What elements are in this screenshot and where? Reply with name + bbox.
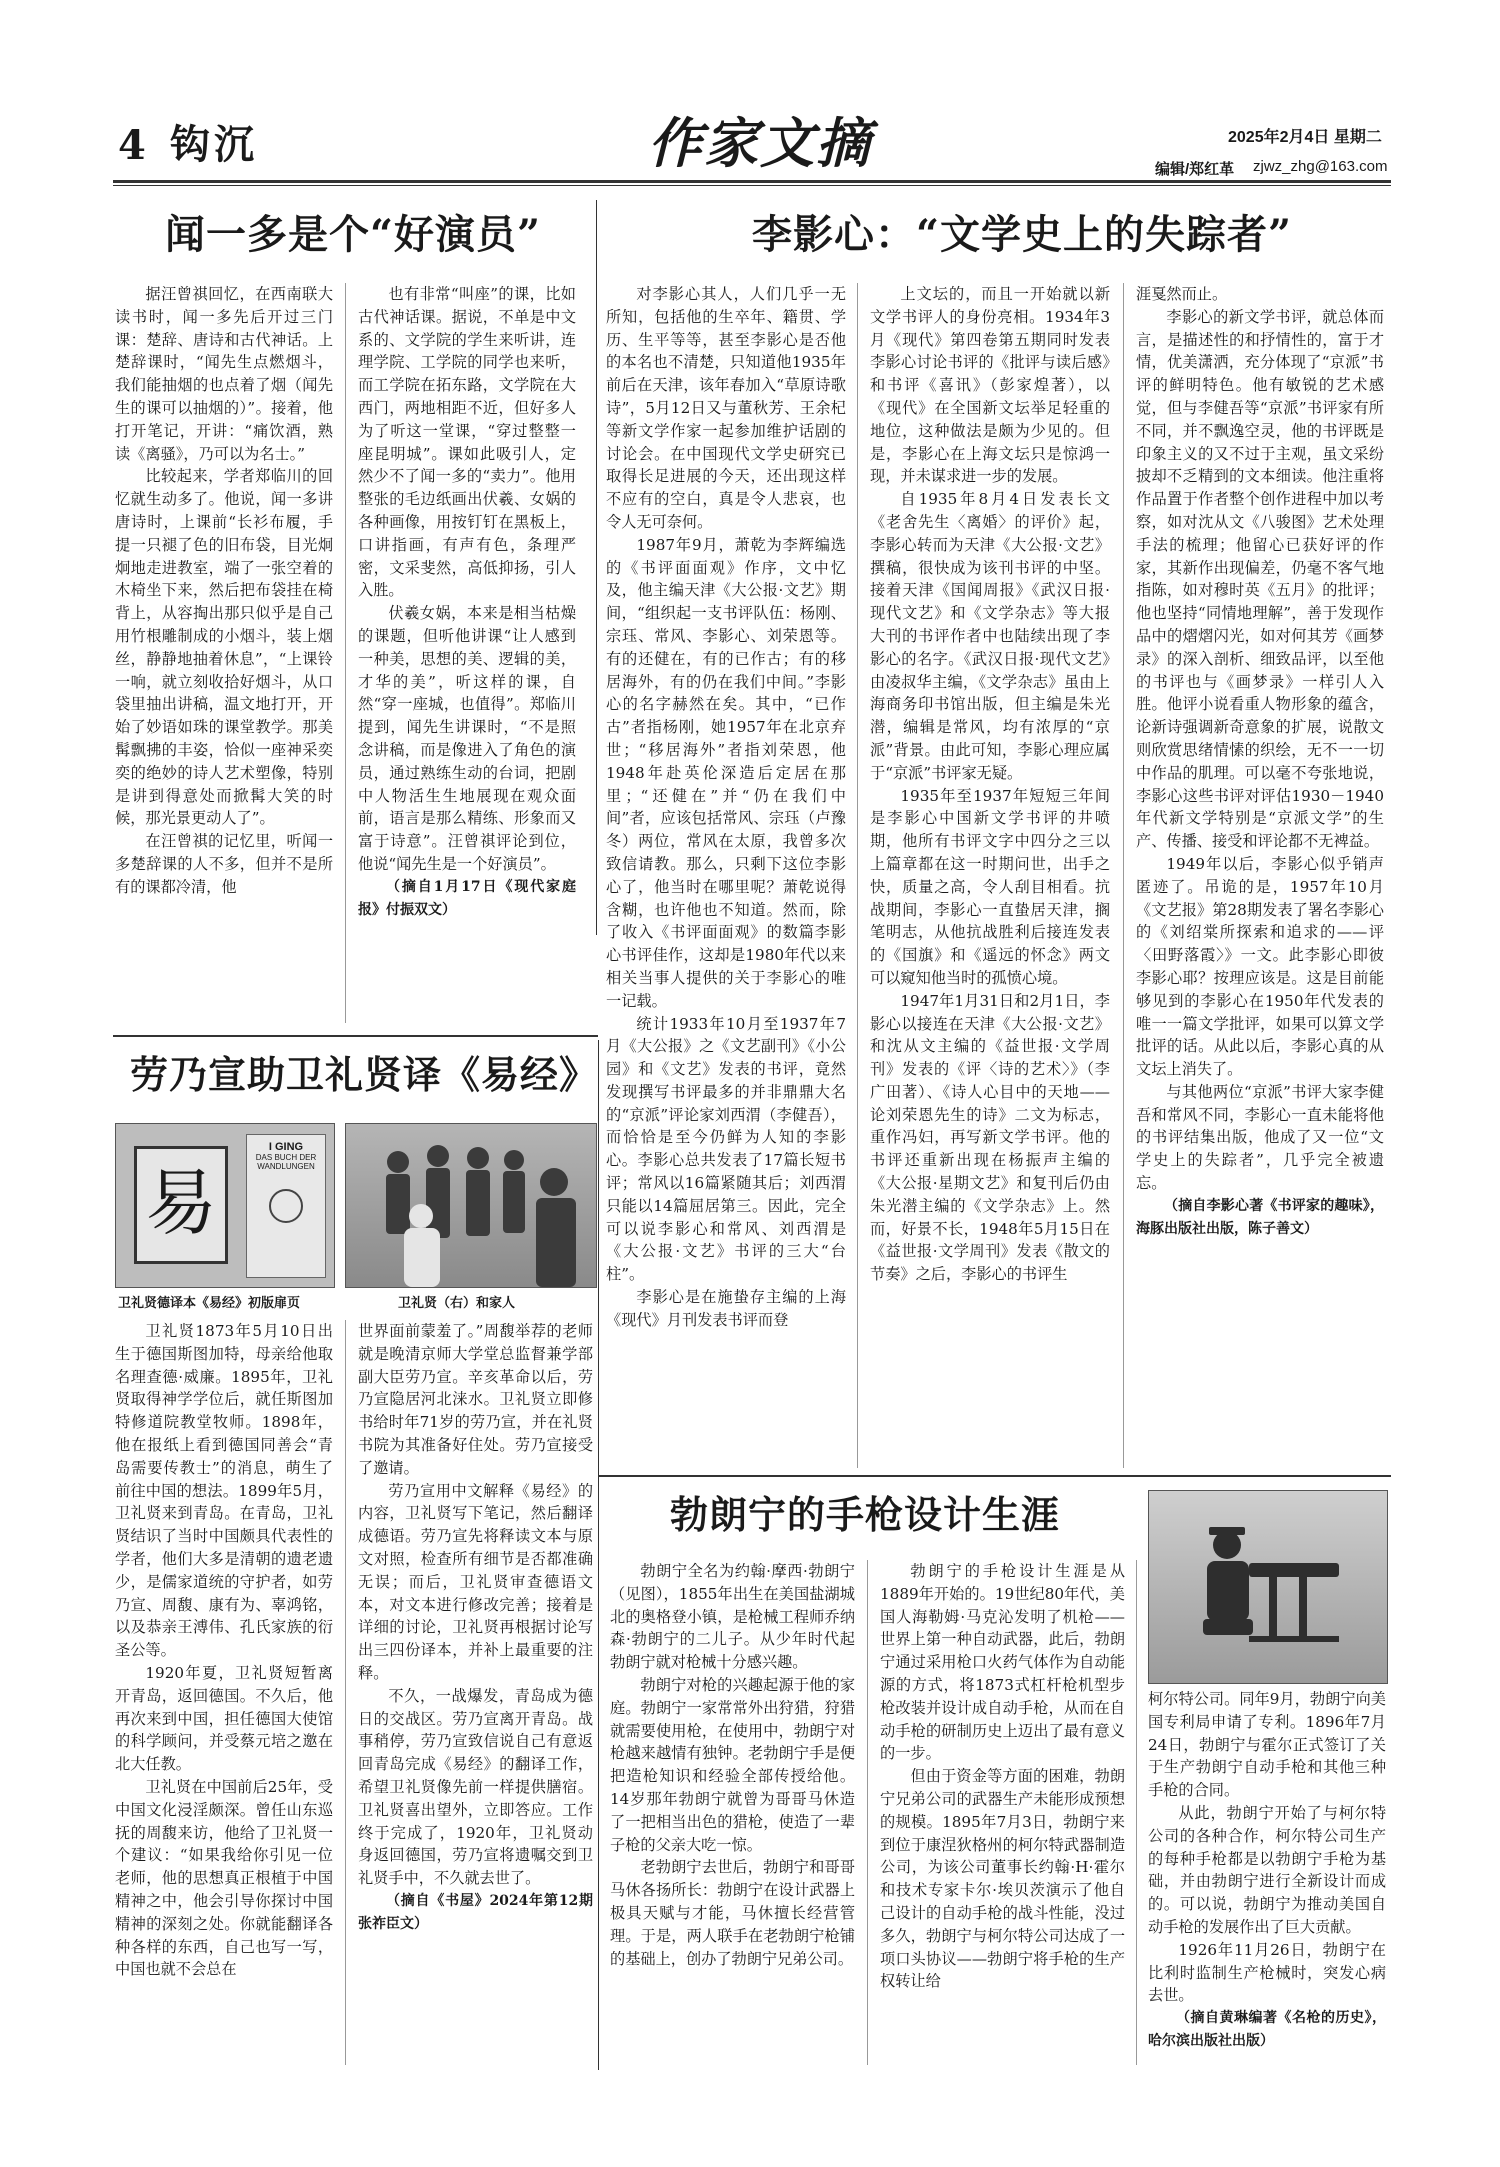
- paragraph: 李影心的新文学书评，就总体而言，是描述性的和抒情性的，富于才情，优美潇洒，充分体现了“京派”书评的鲜明特色。他有敏锐的艺术感觉，但与李健吾等“京派”书评家有所不同，并不飘逸空灵，他的书评既是印象主义的又不过于主观，虽文采纷披却不乏精到的文本细读。他注重将作品置于作者整个创作进程中加以考察，如对沈从文《八骏图》艺术处理手法的梳理；他留心已获好评的作家，其新作出现偏差，仍毫不客气地指陈，如对穆时英《五月》的批评；他也坚持“同情地理解”，善于发现作品中的熠熠闪光，如对何其芳《画梦录》的深入剖析、细致品评，以至他的书评也与《画梦录》一样引人入胜。他评小说看重人物形象的蕴含，论新诗强调新奇意象的扩展，说散文则欣赏思绪情愫的织绘，无不一一切中作品的肌理。可以毫不夸张地说，李影心这些书评对评估1930－1940年代新文学特别是“京派文学”的生产、传播、接受和评论都不无裨益。: [1136, 307, 1384, 851]
- paragraph: 1947年1月31日和2月1日，李影心以接连在天津《大公报·文艺》和沈从文主编的《益世报·文学周刊》发表的《评〈诗的艺术〉》（李广田著）、《诗人心目中的天地——论刘荣恩先生的诗》二文为标志，重作冯妇，再写新文学书评。他的书评还重新出现在杨振声主编的《大公报·星期文艺》和复刊后仍由朱光潜主编的《文学杂志》上。然而，好景不长，1948年5月15日在《益世报·文学周刊》发表《散文的节奏》之后，李影心的书评生: [870, 991, 1110, 1284]
- article-1-title: 闻一多是个“好演员”: [165, 211, 542, 258]
- paragraph: 1920年夏，卫礼贤短暂离开青岛，返回德国。不久后，他再次来到中国，担任德国大使馆的科学顾问，并受蔡元培之邀在北大任教。: [115, 1663, 333, 1774]
- divider: [857, 283, 858, 1468]
- paragraph: 伏羲女娲，本来是相当枯燥的课题，但听他讲课“让人感到一种美，思想的美、逻辑的美，才华的美”，听这样的课，自然“穿一座城，也值得”。郑临川提到，闻先生讲课时，“不是照念讲稿，而是像进入了角色的演员，通过熟练生动的台词，把剧中人物活生生地展现在观众面前，语言是那么精练、形象而又富于诗意”。汪曾祺评论到位，他说“闻先生是一个好演员”。: [358, 604, 576, 873]
- source-credit: （摘自李影心著《书评家的趣味》，海豚出版社出版，陈子善文）: [1136, 1197, 1384, 1237]
- paragraph: 勃朗宁对枪的兴趣起源于他的家庭。勃朗宁一家常常外出狩猎，狩猎就需要使用枪，在使用中，勃朗宁对枪越来越情有独钟。老勃朗宁手是便把造枪知识和经验全部传授给他。14岁那年勃朗宁就曾为哥哥马休造了一把相当出色的猎枪，使造了一辈子枪的父亲大吃一惊。: [610, 1675, 855, 1854]
- paragraph: 涯戛然而止。: [1136, 285, 1228, 303]
- paragraph: 统计1933年10月至1937年7月《大公报》之《文艺副刊》《小公园》和《文艺》发表的书评，竟然发现撰写书评最多的并非鼎鼎大名的“京派”评论家刘西渭（李健吾），而恰恰是至今仍鲜为人知的李影心。李影心总共发表了17篇长短书评；常风以16篇紧随其后；刘西渭只能以14篇屈居第三。因此，完全可以说李影心和常风、刘西渭是《大公报·文艺》书评的三大“台柱”。: [606, 1014, 846, 1284]
- header-rule: [113, 180, 1391, 183]
- column-divider: [596, 200, 597, 935]
- article-2-col-1: [606, 283, 846, 1473]
- paragraph: 柯尔特公司。同年9月，勃朗宁向美国专利局申请了专利。1896年7月24日，勃朗宁与霍尔正式签订了关于生产勃朗宁自动手枪和其他三种手枪的合同。: [1148, 1690, 1386, 1800]
- paragraph: 对李影心其人，人们几乎一无所知，包括他的生卒年、籍贯、学历、生平等等，甚至李影心是否他的本名也不清楚，只知道他1935年前后在天津，该年春加入“草原诗歌诗”，5月12日又与董秋芳、王余杞等新文学作家一起参加维护话剧的讨论会。在中国现代文学史研究已取得长足进展的今天，还出现这样不应有的空白，真是令人悲哀，也令人无可奈何。: [606, 285, 846, 531]
- section-name: 钩沉: [170, 121, 258, 168]
- article-2-title: 李影心：“文学史上的失踪者”: [752, 211, 1293, 258]
- paragraph: 1987年9月，萧乾为李辉编选的《书评面面观》作序，文中忆及，他主编天津《大公报·文艺》期间，“组织起一支书评队伍：杨刚、宗珏、常风、李影心、刘荣恩等。有的还健在，有的已作古；有的移居海外，有的仍在我们中间。”李影心的名字赫然在矣。其中，“已作古”者指杨刚，她1957年在北京弃世；“移居海外”者指刘荣恩，他1948年赴英伦深造后定居在那里；“还健在”并“仍在我们中间”者，应该包括常风、宗珏（卢豫冬）两位，常风在太原，我曾多次致信请教。那么，只剩下这位李影心了，他当时在哪里呢？萧乾说得含糊，也许他也不知道。然而，除了收入《书评面面观》的数篇李影心书评佳作，这却是1980年代以来相关当事人提供的关于李影心的唯一记载。: [606, 535, 846, 1010]
- paragraph: 上文坛的，而且一开始就以新文学书评人的身份亮相。1934年3月《现代》第四卷第五期同时发表李影心讨论书评的《批评与读后感》和书评《喜讯》（彭家煌著），以《现代》在全国新文坛举足轻重的地位，这种做法是颇为少见的。但是，李影心在上海文坛只是惊鸿一现，并未谋求进一步的发展。: [870, 285, 1110, 486]
- article-1-col-1: [115, 283, 333, 1028]
- article-4-title: 勃朗宁的手枪设计生涯: [670, 1492, 1061, 1537]
- book-emblem: [269, 1189, 303, 1223]
- page-header: [0, 0, 1500, 180]
- book-title-line: DAS BUCH DER: [255, 1153, 317, 1162]
- paragraph: 与其他两位“京派”书评大家李健吾和常风不同，李影心一直未能将他的书评结集出版，他成了又一位“文学史上的失踪者”，几乎完全被遗忘。: [1136, 1082, 1384, 1193]
- browning-with-gun: [1149, 1491, 1387, 1683]
- paragraph: 自1935年8月4日发表长文《老舍先生〈离婚〉的评价》起，李影心转而为天津《大公报·文艺》撰稿，很快成为该刊书评的中坚。接着天津《国闻周报》《武汉日报·现代文艺》和《文学杂志》等大报大刊的书评作者中也陆续出现了李影心的名字。《武汉日报·现代文艺》由凌叔华主编，《文学杂志》虽由上海商务印书馆出版，但主编是朱光潜，编辑是常风，均有浓厚的“京派”背景。由此可知，李影心理应属于“京派”书评家无疑。: [870, 490, 1110, 782]
- issue-date: 2025年2月4日 星期二: [1228, 129, 1382, 146]
- family-silhouettes: [346, 1124, 596, 1287]
- paragraph: 从此，勃朗宁开始了与柯尔特公司的各种合作，柯尔特公司生产的每种手枪都是以勃朗宁手枪为基础，并由勃朗宁进行全新设计而成的。可以说，勃朗宁为推动美国自动手枪的发展作出了巨大贡献。: [1148, 1803, 1386, 1936]
- family-photo: [345, 1123, 597, 1288]
- divider: [345, 283, 346, 1023]
- column-divider: [598, 1040, 599, 2070]
- section-rule: [113, 1035, 598, 1037]
- divider: [1123, 283, 1124, 1468]
- article-2-col-3: [1136, 283, 1384, 1473]
- book-cover-photo: [115, 1123, 335, 1288]
- article-1-col-2: [358, 283, 576, 1028]
- photo-caption: 卫礼贤（右）和家人: [398, 1296, 516, 1311]
- paragraph: 李影心是在施蛰存主编的上海《现代》月刊发表书评而登: [606, 1288, 846, 1329]
- book-cover-panel: [246, 1134, 326, 1278]
- section-rule: [598, 1475, 1391, 1477]
- paragraph: 卫礼贤1873年5月10日出生于德国斯图加特，母亲给他取名理查德·威廉。1895年，卫礼贤取得神学学位后，就任斯图加特修道院教堂牧师。1898年，他在报纸上看到德国同善会“青岛需要传教士”的消息，萌生了前往中国的想法。1899年5月，卫礼贤来到青岛。在青岛，卫礼贤结识了当时中国颇具代表性的学者，他们大多是清朝的遗老遗少，是儒家道统的守护者，如劳乃宣、周馥、康有为、辜鸿铭，以及恭亲王溥伟、孔氏家族的衍圣公等。: [115, 1322, 333, 1660]
- paragraph: 勃朗宁全名为约翰·摩西·勃朗宁（见图），1855年出生在美国盐湖城北的奥格登小镇，是枪械工程师乔纳森·勃朗宁的二儿子。从少年时代起勃朗宁就对枪械十分感兴趣。: [610, 1562, 855, 1672]
- book-title-line: I GING: [268, 1141, 304, 1153]
- article-4-col-1: [610, 1560, 855, 2068]
- paragraph: 但由于资金等方面的困难，勃朗宁兄弟公司的武器生产未能形成预想的规模。1895年7月3日，勃朗宁来到位于康涅狄格州的柯尔特武器制造公司，为该公司董事长约翰·H·霍尔和技术专家卡尔·埃贝茨演示了他自己设计的自动手枪的战斗性能，没过多久，勃朗宁与柯尔特公司达成了一项口头协议——勃朗宁将手枪的生产权转让给: [880, 1767, 1125, 1991]
- paragraph: 1949年以后，李影心似乎销声匿迹了。吊诡的是，1957年10月《文艺报》第28期发表了署名李影心的《刘绍棠所探索和追求的——评〈田野落霞〉》一文。此李影心即彼李影心耶？按理应该是。这是目前能够见到的李影心在1950年代发表的唯一一篇文学批评，如果可以算文学批评的话。从此以后，李影心真的从文坛上消失了。: [1136, 854, 1384, 1079]
- paragraph: 1926年11月26日，勃朗宁在比利时监制生产枪械时，突发心病去世。: [1148, 1940, 1386, 2005]
- header-rule-thin: [113, 185, 1391, 186]
- editor-email: zjwz_zhg@163.com: [1253, 158, 1388, 175]
- article-4-col-2: [880, 1560, 1125, 2068]
- paragraph: 勃朗宁的手枪设计生涯是从1889年开始的。19世纪80年代，美国人海勒姆·马克沁发明了机枪——世界上第一种自动武器，此后，勃朗宁通过采用枪口火药气体作为自动能源的方式，将1873式杠杆枪机型步枪改装并设计成自动手枪，从而在自动手枪的研制历史上迈出了最有意义的一步。: [880, 1562, 1125, 1763]
- paragraph: 不久，一战爆发，青岛成为德日的交战区。劳乃宣离开青岛。战事稍停，劳乃宣致信说自己有意返回青岛完成《易经》的翻译工作，希望卫礼贤像先前一样提供膳宿。卫礼贤喜出望外，立即答应。工作终于完成了，1920年，卫礼贤动身返回德国，劳乃宣将遗嘱交到卫礼贤手中，不久就去世了。: [358, 1686, 593, 1888]
- paragraph: 老勃朗宁去世后，勃朗宁和哥哥马休各扬所长：勃朗宁在设计武器上极具天赋与才能，马休擅长经营管理。于是，两人联手在老勃朗宁枪铺的基础上，创办了勃朗宁兄弟公司。: [610, 1858, 855, 1968]
- book-title-line: WANDLUNGEN: [257, 1162, 315, 1171]
- yi-seal-glyph: 易: [134, 1146, 228, 1264]
- paragraph: 卫礼贤在中国前后25年，受中国文化浸淫颇深。曾任山东巡抚的周馥来访，他给了卫礼贤一个建议：“如果我给你引见一位老师，他的思想真正根植于中国精神之中，他会引导你探讨中国精神的深刻之处。你就能翻译各种各样的东西，自己也写一写，中国也就不会总在: [115, 1777, 333, 1979]
- article-2-col-2: [870, 283, 1110, 1473]
- paragraph: 在汪曾祺的记忆里，听闻一多楚辞课的人不多，但并不是所有的课都冷清，他: [115, 832, 333, 896]
- browning-photo: [1148, 1490, 1388, 1684]
- page-number: 4: [118, 122, 146, 169]
- article-3-title: 劳乃宣助卫礼贤译《易经》: [130, 1052, 599, 1097]
- source-credit: （摘自1月17日《现代家庭报》付振双文）: [358, 878, 576, 918]
- paragraph: 据汪曾祺回忆，在西南联大读书时，闻一多先后开过三门课：楚辞、唐诗和古代神话。上楚辞课时，“闻先生点燃烟斗，我们能抽烟的也点着了烟（闻先生的课可以抽烟的）”。接着，他打开笔记，开讲：“痛饮酒，熟读《离骚》，乃可以为名士。”: [115, 285, 333, 463]
- source-credit: （摘自黄琳编著《名枪的历史》，哈尔滨出版社出版）: [1148, 2010, 1386, 2049]
- paragraph: 比较起来，学者郑临川的回忆就生动多了。他说，闻一多讲唐诗时，上课前“长衫布履，手提一只褪了色的旧布袋，目光炯炯地走进教室，端了一张空着的木椅坐下来，然后把布袋挂在椅背上，从容掏出那只似乎是自己用竹根雕制成的小烟斗，装上烟丝，静静地抽着休息”，“上课铃一响，就立刻收拾好烟斗，从口袋里抽出讲稿，温文地打开，开始了妙语如珠的课堂教学。那美髯飘拂的丰姿，恰似一座神采奕奕的绝妙的诗人艺术塑像，特别是讲到得意处而掀髯大笑的时候，那光景更动人了”。: [115, 467, 333, 828]
- paragraph: 劳乃宣用中文解释《易经》的内容，卫礼贤写下笔记，然后翻译成德语。劳乃宣先将释读文本与原文对照，检查所有细节是否都准确无误；而后，卫礼贤审查德语文本，对文本进行修改完善；接着是详细的讨论，卫礼贤再根据讨论写出三四份译本，并补上最重要的注释。: [358, 1481, 593, 1682]
- editor-name: 编辑/郑红革: [1155, 161, 1235, 178]
- divider: [345, 1320, 346, 2065]
- source-credit: （摘自《书屋》2024年第12期 张祚臣文）: [358, 1892, 593, 1932]
- paragraph: 世界面前蒙羞了。”周馥举荐的老师就是晚清京师大学堂总监督兼学部副大臣劳乃宣。辛亥革命以后，劳乃宣隐居河北涞水。卫礼贤立即修书给时年71岁的劳乃宣，并在礼贤书院为其准备好住处。劳乃宣接受了邀请。: [358, 1322, 593, 1477]
- paragraph: 1935年至1937年短短三年间是李影心中国新文学书评的井喷期，他所有书评文字中四分之三以上篇章都在这一时期问世，出手之快，质量之高，令人刮目相看。抗战期间，李影心一直蛰居天津，搁笔明志，从他抗战胜利后接连发表的《国旗》和《遥远的怀念》两文可以窥知他当时的孤愤心境。: [870, 786, 1110, 987]
- paragraph: 也有非常“叫座”的课，比如古代神话课。据说，不单是中文系的、文学院的学生来听讲，连理学院、工学院的同学也来听，而工学院在拓东路，文学院在大西门，两地相距不近，但好多人为了听这一堂课，“穿过整整一座昆明城”。课如此吸引人，定然少不了闻一多的“卖力”。他用整张的毛边纸画出伏羲、女娲的各种画像，用按钉钉在黑板上，口讲指画，有声有色，条理严密，文采斐然，高低抑扬，引人入胜。: [358, 285, 576, 600]
- article-4-col-3: [1148, 1688, 1386, 2068]
- article-3-col-2: [358, 1320, 593, 2068]
- masthead-logo: 作家文摘: [648, 111, 872, 175]
- divider: [1136, 1560, 1137, 2065]
- article-3-col-1: [115, 1320, 333, 2068]
- divider: [867, 1560, 868, 2065]
- photo-caption: 卫礼贤德译本《易经》初版扉页: [118, 1296, 301, 1311]
